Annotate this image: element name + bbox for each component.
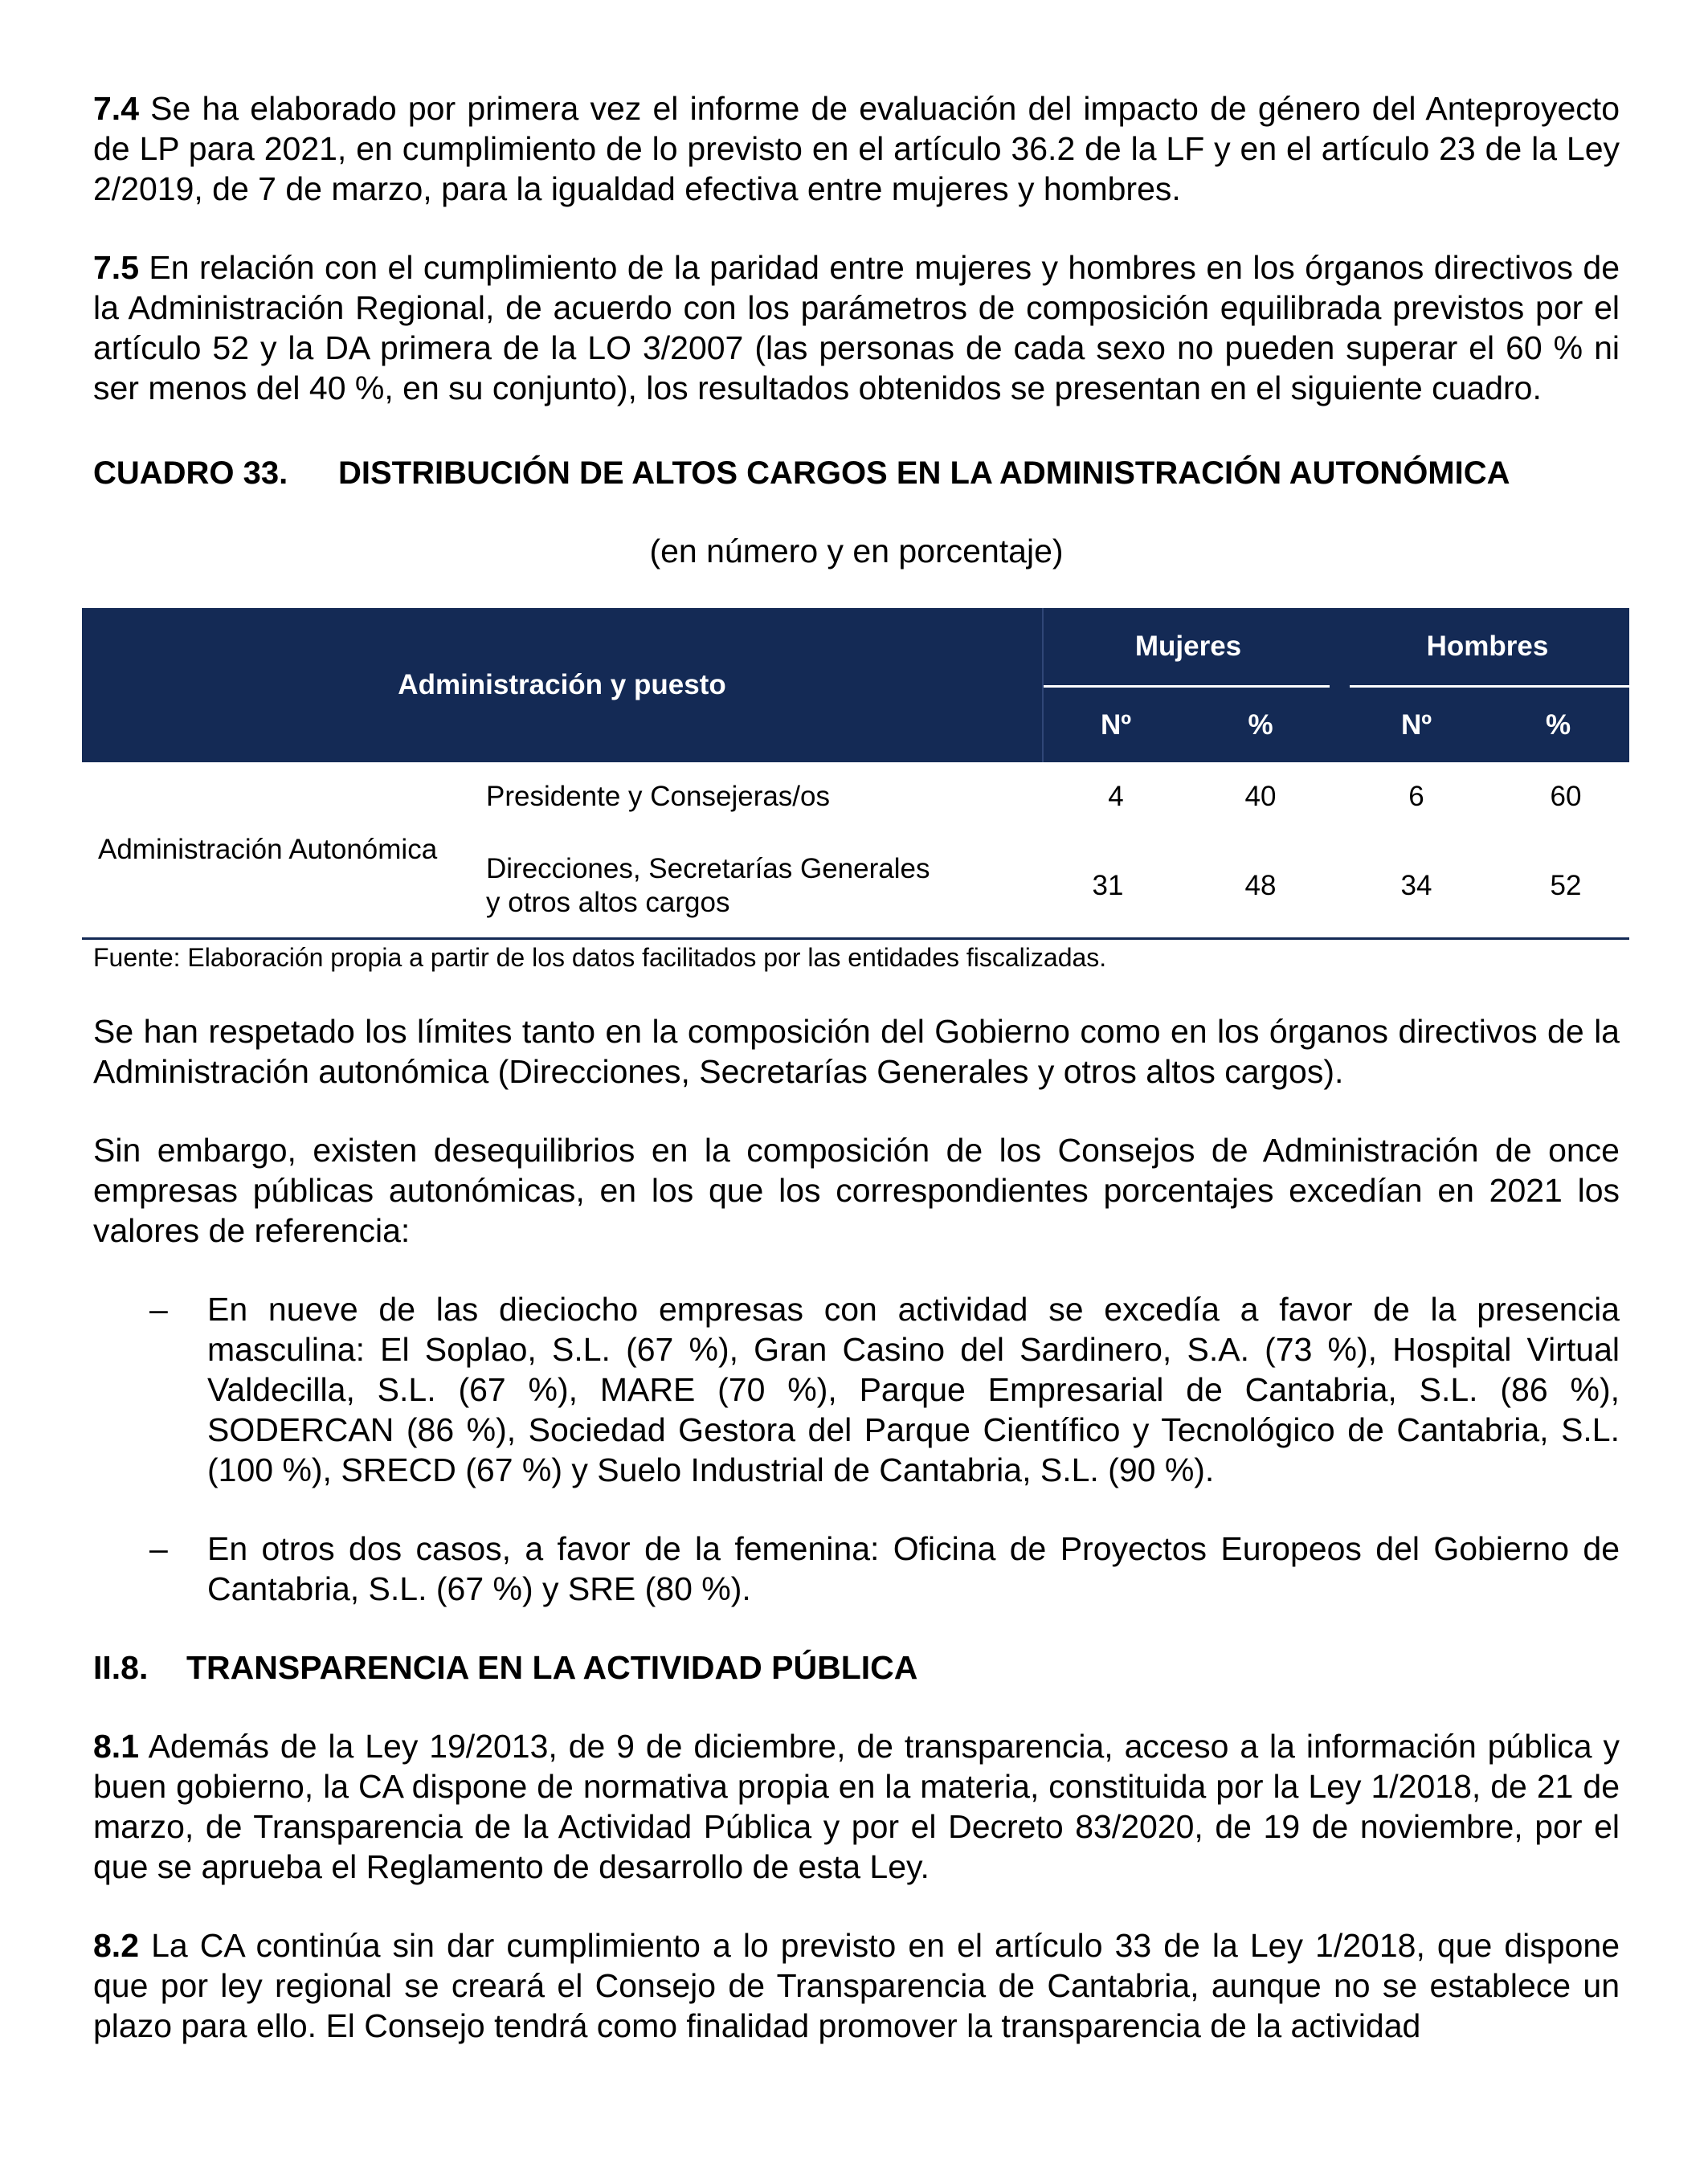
- list-item-text: En otros dos casos, a favor de la femenina: Oficina de Proyectos Europeos del Gobierno de Cantabria, S.L. (67 %) y SRE (80 %).: [207, 1530, 1620, 1607]
- paragraph-embargo: Sin embargo, existen desequilibrios en la composición de los Consejos de Administración de once empresas públicas autonómicas, en los que los correspondientes porcentajes excedían en 2021 los valores de referencia:: [93, 1132, 1620, 1249]
- paragraph-7-5: [93, 247, 1620, 408]
- table-caption: [93, 453, 1620, 493]
- paragraph-number: 8.1: [93, 1728, 139, 1765]
- paragraph-7-4: [93, 88, 1620, 209]
- paragraph-limits: Se han respetado los límites tanto en la composición del Gobierno como en los órganos directivos de la Administración autonómica (Direcciones, Secretarías Generales y otros altos cargos).: [93, 1013, 1620, 1090]
- list-item: [93, 1529, 1620, 1609]
- table-title: DISTRIBUCIÓN DE ALTOS CARGOS EN LA ADMINISTRACIÓN AUTONÓMICA: [338, 455, 1510, 491]
- puesto-cell-line1: Direcciones, Secretarías Generales: [486, 853, 930, 884]
- header-group-hombres: Hombres: [1426, 631, 1549, 662]
- paragraph-number: 7.4: [93, 90, 139, 127]
- table-header: [82, 608, 1629, 762]
- header-admin-puesto: Administración y puesto: [398, 669, 726, 700]
- header-hombres-n: Nº: [1400, 708, 1432, 741]
- hombres-n-cell: 34: [1400, 870, 1432, 901]
- mujeres-pct-cell: 48: [1244, 870, 1277, 901]
- distribution-table: [82, 608, 1629, 974]
- table-number: CUADRO 33.: [93, 455, 288, 491]
- puesto-cell: Presidente y Consejeras/os: [486, 781, 830, 812]
- table-body: [82, 762, 1629, 940]
- table-source: Fuente: Elaboración propia a partir de los datos facilitados por las entidades fiscalizadas.: [93, 943, 1107, 972]
- puesto-cell-line2: y otros altos cargos: [486, 887, 730, 918]
- section-number: II.8.: [93, 1649, 149, 1686]
- paragraph-text: Se ha elaborado por primera vez el informe de evaluación del impacto de género del Anteproyecto de LP para 2021, en cumplimiento de lo previsto en el artículo 36.2 de la LF y en el artículo 23 de la Ley 2/2019, de 7 de marzo, para la igualdad efectiva entre mujeres y hombres.: [93, 90, 1620, 207]
- header-mujeres-n: Nº: [1100, 708, 1132, 741]
- list-item: [93, 1289, 1620, 1490]
- dash-bullet: –: [149, 1530, 168, 1567]
- paragraph-text: La CA continúa sin dar cumplimiento a lo previsto en el artículo 33 de la Ley 1/2018, que dispone que por ley regional se creará el Consejo de Transparencia de Cantabria, aunque no se establece un plazo para ello. El Consejo tendrá como finalidad promover la transparencia de la actividad: [93, 1927, 1620, 2044]
- paragraph-8-1: [93, 1726, 1620, 1887]
- paragraph-text: En relación con el cumplimiento de la paridad entre mujeres y hombres en los órganos directivos de la Administración Regional, de acuerdo con los parámetros de composición equilibrada previstos por el artículo 52 y la DA primera de la LO 3/2007 (las personas de cada sexo no pueden superar el 60 % ni ser menos del 40 %, en su conjunto), los resultados obtenidos se presentan en el siguiente cuadro.: [93, 249, 1620, 406]
- paragraph-8-2: [93, 1925, 1620, 2046]
- dash-bullet: –: [149, 1291, 168, 1328]
- paragraph-number: 8.2: [93, 1927, 139, 1964]
- mujeres-pct-cell: 40: [1244, 781, 1277, 812]
- hombres-pct-cell: 60: [1550, 781, 1582, 812]
- hombres-pct-cell: 52: [1550, 870, 1582, 901]
- table-subtitle: (en número y en porcentaje): [649, 533, 1064, 569]
- paragraph-text: Además de la Ley 19/2013, de 9 de diciembre, de transparencia, acceso a la información pública y buen gobierno, la CA dispone de normativa propia en la materia, constituida por la Ley 1/2018, de 21 de marzo, de Transparencia de la Actividad Pública y por el Decreto 83/2020, de 19 de noviembre, por el que se aprueba el Reglamento de desarrollo de esta Ley.: [93, 1728, 1620, 1885]
- section-heading: [93, 1647, 1620, 1688]
- document-page: [93, 88, 1620, 2046]
- bullet-list: [93, 1289, 1620, 1609]
- mujeres-n-cell: 31: [1092, 870, 1124, 901]
- list-item-text: En nueve de las dieciocho empresas con actividad se excedía a favor de la presencia masculina: El Soplao, S.L. (67 %), Gran Casino del Sardinero, S.A. (73 %), Hospital Virtual Valdecilla, S.L. (67 %), MARE (70 %), Parque Empresarial de Cantabria, S.L. (86 %), SODERCAN (86 %), Sociedad Gestora del Parque Científico y Tecnológico de Cantabria, S.L. (100 %), SRECD (67 %) y Suelo Industrial de Cantabria, S.L. (90 %).: [207, 1291, 1620, 1488]
- mujeres-n-cell: 4: [1108, 781, 1124, 812]
- paragraph-number: 7.5: [93, 249, 139, 286]
- hombres-n-cell: 6: [1408, 781, 1424, 812]
- admin-name-cell: Administración Autonómica: [98, 834, 438, 865]
- section-title: TRANSPARENCIA EN LA ACTIVIDAD PÚBLICA: [186, 1649, 918, 1686]
- header-group-mujeres: Mujeres: [1134, 631, 1242, 662]
- header-mujeres-pct: %: [1248, 708, 1273, 741]
- header-hombres-pct: %: [1545, 708, 1571, 741]
